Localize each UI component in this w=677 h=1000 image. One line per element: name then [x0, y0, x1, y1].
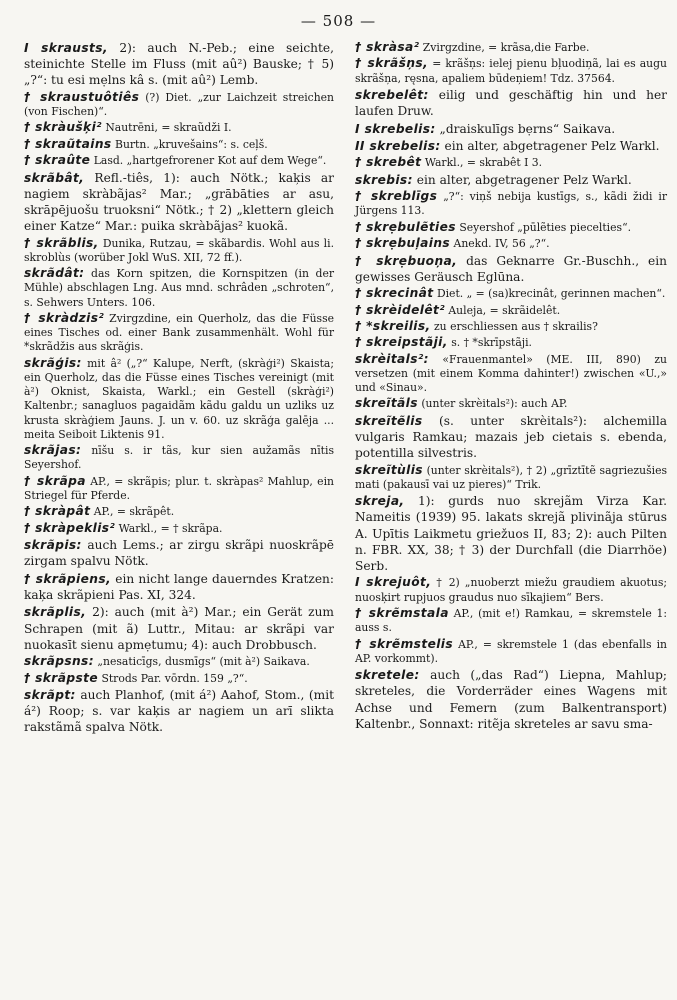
- entry-definition: ein nicht lange dauerndes Kratzen: kaķa skrãpieni Pas. XI, 324.: [24, 571, 334, 602]
- entry-definition: das Geknarre Gr.-Buschh., ein gewisses Geräusch Eglūna.: [355, 253, 667, 284]
- entry-definition: „draiskulīgs bẹrns“ Saikava.: [435, 121, 616, 136]
- entry-headword: skrãpsns:: [24, 654, 94, 669]
- entry-headword: † skrèidelêt²: [355, 302, 445, 317]
- entry-headword: skreĩtẽlis: [355, 413, 423, 428]
- dictionary-entry: [24, 236, 334, 265]
- entry-headword: † skrãšņs,: [355, 56, 429, 71]
- entry-definition: nīšu s. ir tãs, kur sien aužamãs nītis Seyershof.: [24, 444, 334, 472]
- entry-definition: Zvirgzdine, = krãsa,die Farbe.: [419, 41, 590, 54]
- entry-headword: † skràpât: [24, 504, 91, 519]
- dictionary-entry: [24, 571, 334, 603]
- dictionary-entry: [355, 138, 667, 154]
- entry-headword: skreĩtùlis: [355, 462, 423, 477]
- entry-definition: AP., = skremstele 1 (das ebenfalls in AP. vorkommt).: [355, 637, 667, 665]
- entry-headword: † skrecinât: [355, 286, 434, 301]
- dictionary-entry: [355, 121, 667, 137]
- entry-headword: † skrãpiens,: [24, 571, 112, 586]
- entry-headword: skreja,: [355, 494, 405, 509]
- entry-definition: „nesaticīgs, dusmīgs“ (mit à²) Saikava.: [93, 655, 310, 669]
- dictionary-entry: [24, 671, 334, 686]
- dictionary-entry: [24, 40, 334, 89]
- entry-definition: Burtn. „kruvešains“: s. ceļš.: [111, 137, 268, 151]
- entry-definition: «Frauenmantel» (ME. III, 890) zu versetzen (mit einem Komma dahinter!) zwischen «U.,» und «Sinau».: [355, 352, 667, 395]
- dictionary-entry: [355, 413, 667, 462]
- entry-definition: Dunika, Rutzau, = skãbardis. Wohl aus li. skroblùs (worüber Jokl WuS. XII, 72 ff.).: [24, 236, 335, 264]
- entry-headword: † skrebêt: [355, 155, 422, 170]
- entry-definition: auch Planhof, (mit á²) Aahof, Stom., (mit á²) Roop; s. var kaķis ar nagiem un arī slikta rakstãmã spalva Nötk.: [24, 687, 334, 735]
- entry-definition: (s. unter skrèitals²): alchemilla vulgaris Ramkau; mazais jeb cietais s. ebenda, potentilla silvestris.: [355, 413, 667, 461]
- dictionary-entry: [355, 172, 667, 188]
- right-column: [355, 40, 667, 733]
- entry-headword: † skrãpa: [24, 473, 86, 488]
- entry-definition: zu erschliessen aus † skrailis?: [430, 319, 598, 333]
- entry-definition: AP., (mit e!) Ramkau, = skremstele 1: auss s.: [355, 607, 667, 635]
- entry-definition: Auleja, = skrãidelêt.: [444, 303, 561, 317]
- entry-headword: † skrẹbuļains: [355, 236, 451, 251]
- entry-definition: das Korn spitzen, die Kornspitzen (in der Mühle) abschlagen Lng. Aus mnd. schrâden „schroten“, s. Sehwers Unters. 106.: [24, 267, 334, 309]
- dictionary-entry: [24, 654, 334, 669]
- entry-headword: skrãbât,: [24, 170, 85, 185]
- entry-headword: † skrẽmstala: [355, 606, 449, 621]
- dictionary-entry: [24, 687, 334, 736]
- dictionary-entry: [24, 474, 334, 503]
- entry-definition: † 2) „nuoberzt miežu graudiem akuotus; nuosķirt rupjuos graudus nuo sīkajiem“ Bers.: [355, 576, 667, 604]
- dictionary-entry: [355, 220, 667, 235]
- entry-headword: I skrebelis:: [355, 121, 436, 136]
- dictionary-entry: [355, 396, 667, 411]
- entry-headword: skretele:: [355, 668, 420, 683]
- entry-headword: † skraũtains: [24, 136, 112, 151]
- dictionary-entry: [24, 266, 334, 310]
- entry-headword: I skrausts,: [24, 41, 108, 55]
- entry-definition: = krãšņs: ielej pienu bļuodiņã, lai es augu skrãšņa, ręsna, apaliem būdeņiem! Tdz. 37564.: [355, 57, 668, 85]
- dictionary-entry: [355, 352, 667, 396]
- entry-definition: eilig und geschäftig hin und her laufen Druw.: [355, 87, 667, 119]
- dictionary-entry: [24, 604, 334, 653]
- entry-headword: † skraûte: [24, 153, 91, 168]
- entry-headword: † skràsa²: [355, 40, 420, 54]
- entry-headword: skrãpt:: [24, 687, 76, 702]
- entry-definition: ein alter, abgetragener Pelz Warkl.: [440, 138, 660, 153]
- left-column: [24, 40, 334, 737]
- dictionary-entry: [355, 493, 667, 574]
- entry-definition: auch Lems.; ar zirgu skrãpi nuoskrãpē zirgam spalvu Nötk.: [24, 538, 334, 569]
- dictionary-entry: [355, 40, 667, 55]
- entry-definition: 2): auch (mit à²) Mar.; ein Gerät zum Schrapen (mit ã) Luttr., Mitau: ar skrãpi var nuokasīt sienu apmẹtumu; 4): auch Drobbusch.: [24, 605, 334, 652]
- dictionary-entry: [355, 56, 667, 85]
- entry-headword: skrãpis:: [24, 538, 82, 553]
- entry-definition: (?) Diet. „zur Laichzeit streichen (von Fischen)“.: [24, 90, 335, 118]
- dictionary-entry: [355, 606, 667, 635]
- dictionary-entry: [355, 319, 667, 334]
- entry-definition: AP., = skrãpis; plur. t. skràpas² Mahlup, ein Striegel für Pferde.: [24, 474, 334, 502]
- entry-headword: † *skreilis,: [355, 318, 431, 333]
- entry-headword: † skreipstãji,: [355, 335, 448, 350]
- dictionary-entry: [24, 521, 334, 536]
- entry-headword: skrãdât:: [24, 266, 85, 281]
- dictionary-entry: [355, 189, 667, 218]
- entry-headword: skrebis:: [355, 172, 413, 187]
- entry-headword: † skreblīgs: [355, 189, 438, 204]
- dictionary-entry: [355, 87, 667, 119]
- entry-headword: † skrãpste: [24, 670, 99, 685]
- entry-definition: AP., = skrãpêt.: [90, 505, 175, 519]
- entry-definition: s. † *skrīpstãji.: [447, 336, 532, 350]
- dictionary-entry: [24, 153, 334, 168]
- entry-headword: † skrẹbuoņa,: [355, 253, 458, 268]
- dictionary-entry: [355, 667, 667, 732]
- entry-definition: Diet. „ = (sa)krecinât, gerinnen machen“.: [433, 287, 666, 301]
- entry-definition: 1): gurds nuo skrejãm Virza Kar. Nameitis (1939) 95. lakats skrejã plivinãja stūrus A. Upītis Laikmetu griežuos II, 83; 2): auch Pilten n. FBR. XX, 38; † 3) der Durchfall (die Diarrhöe) Serb.: [355, 494, 667, 574]
- entry-headword: I skrejuôt,: [355, 575, 432, 590]
- entry-definition: Warkl., = skrabêt I 3.: [421, 156, 543, 170]
- entry-headword: † skràdzis²: [24, 310, 105, 325]
- dictionary-entry: [24, 537, 334, 569]
- entry-definition: mit â² („?“ Kalupe, Nerft, (skràģi²) Skaista; ein Querholz, das die Füsse eines Tisches vereinigt (mit à²) Oknist, Skaista, Warkl.; ein Gestell (skràģi²) Kaltenbr.; sanagluos pagaidãm kãdu galdu un uzliks uz krusta skràģiem Jauns. J. un v. 60. uz skrãģa galēja ... meita Seiboit Liktenis 91.: [24, 356, 334, 441]
- entry-headword: † skràušķi²: [24, 120, 102, 135]
- dictionary-entry: [355, 463, 667, 492]
- entry-definition: Refl.-tiês, 1): auch Nötk.; kaķis ar nagiem skràbãjas² Mar.; „grābāties ar asu, skrāpējuošu truoksni“ Nötk.; † 2) „klettern gleich einer Katze“ Mar.: puika skràbãjas² kuokã.: [24, 170, 334, 234]
- entry-definition: auch („das Rad“) Liepna, Mahlup; skreteles, die Vorderräder eines Wagens mit Achse und Femern (zum Balkentransport) Kaltenbr., Sonnaxt: ritẽja skreteles ar savu sma-: [355, 668, 667, 731]
- dictionary-entry: [355, 253, 667, 285]
- entry-headword: † skrãblis,: [24, 235, 99, 250]
- entry-definition: Nautrēni, = skraũdži I.: [101, 121, 232, 135]
- dictionary-entry: [24, 90, 334, 119]
- entry-headword: † skraustuôtiês: [24, 89, 140, 104]
- dictionary-entry: [24, 120, 334, 135]
- entry-headword: II skrebelis:: [355, 138, 441, 153]
- entry-headword: skrãģis:: [24, 355, 82, 370]
- entry-definition: ein alter, abgetragener Pelz Warkl.: [412, 172, 632, 187]
- dictionary-entry: [355, 637, 667, 666]
- dictionary-entry: [24, 443, 334, 472]
- entry-headword: † skrẹbulẽties: [355, 219, 456, 234]
- entry-definition: Anekd. IV, 56 „?“.: [450, 237, 550, 251]
- entry-definition: Strods Par. vōrdn. 159 „?“.: [98, 671, 248, 685]
- entry-definition: Zvirgzdine, ein Querholz, das die Füsse eines Tisches od. einer Bank zusammenhält. Wohl für *skrãdžis aus skrãģis.: [24, 311, 334, 354]
- dictionary-entry: [24, 356, 334, 442]
- entry-definition: Seyershof „pūlẽties piecelties“.: [455, 220, 632, 234]
- dictionary-entry: [355, 286, 667, 301]
- dictionary-entry: [355, 303, 667, 318]
- entry-headword: skrèitals²:: [355, 351, 429, 366]
- entry-definition: 2): auch N.-Peb.; eine seichte, steinichte Stelle im Fluss (mit aû²) Bauske; † 5) „?“: tu esi mẹlns kâ s. (mit aû²) Lemb.: [24, 41, 334, 88]
- dictionary-entry: [355, 575, 667, 604]
- entry-definition: Warkl., = † skrãpa.: [115, 521, 223, 535]
- entry-definition: „?“: viņš nebija kustīgs, s., kãdi židi ir Jürgens 113.: [355, 190, 667, 218]
- entry-headword: † skrẽmstelis: [355, 636, 454, 651]
- entry-definition: (unter skrèitals²), † 2) „grīztītẽ sagriezušies mati (pakausī vai uz pieres)“ Trik.: [355, 463, 667, 491]
- entry-definition: Lasd. „hartgefrorener Kot auf dem Wege“.: [90, 154, 327, 168]
- entry-headword: skreĩtãls: [355, 396, 418, 411]
- entry-headword: skrãjas:: [24, 443, 82, 458]
- dictionary-entry: [24, 170, 334, 235]
- dictionary-entry: [355, 236, 667, 251]
- dictionary-entry: [24, 137, 334, 152]
- entry-headword: skrebelêt:: [355, 87, 429, 102]
- entry-headword: † skràpeklis²: [24, 520, 116, 535]
- page-number: — 508 —: [300, 12, 377, 30]
- dictionary-entry: [24, 504, 334, 519]
- dictionary-entry: [355, 155, 667, 170]
- dictionary-entry: [24, 311, 334, 355]
- entry-definition: (unter skrèitals²): auch AP.: [417, 397, 568, 411]
- entry-headword: skrãplis,: [24, 605, 87, 620]
- dictionary-entry: [355, 335, 667, 350]
